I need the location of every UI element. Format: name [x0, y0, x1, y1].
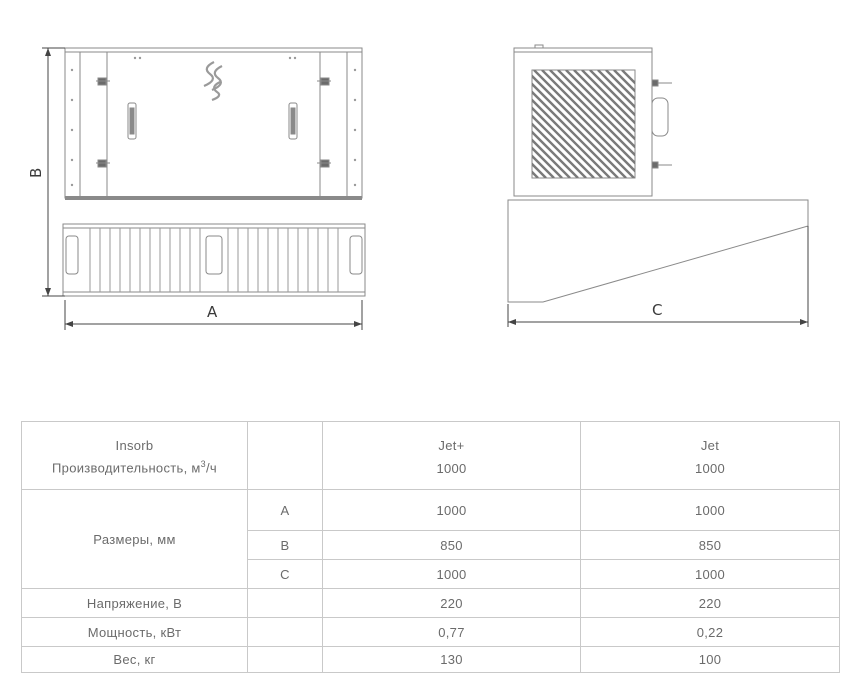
dim-label-c: C: [652, 301, 663, 319]
latch-bottom-right: [317, 160, 331, 167]
table-row: [22, 589, 840, 618]
side-view: [430, 45, 808, 327]
model-cell-jet: [581, 422, 840, 490]
front-view: [42, 48, 365, 330]
brand-label: Insorb: [115, 437, 154, 453]
dim-cell: A: [248, 490, 323, 531]
value-cell: 850: [323, 531, 581, 560]
spec-table: [21, 421, 840, 673]
side-latch-bottom: [652, 162, 672, 168]
value-cell: 850: [581, 531, 840, 560]
header-blank-cell: [248, 422, 323, 490]
table-row: [22, 618, 840, 647]
row-label: Напряжение, В: [22, 589, 248, 618]
performance-value: 1000: [694, 460, 726, 476]
row-label: Мощность, кВт: [22, 618, 248, 647]
model-name: Jet+: [438, 437, 465, 453]
header-label-cell: [22, 422, 248, 490]
blank-cell: [248, 618, 323, 647]
front-housing: [65, 48, 362, 198]
value-cell: 1000: [323, 490, 581, 531]
table-row: [22, 490, 840, 531]
louvre-slats: [90, 228, 338, 292]
table-row: [22, 647, 840, 673]
performance-label: Производительность, $м^3/ч$: [52, 459, 217, 476]
dim-cell: C: [248, 560, 323, 589]
handle-right: [289, 103, 297, 139]
performance-value: 1000: [436, 460, 467, 476]
table-header-row: [22, 422, 840, 490]
value-cell: 1000: [581, 490, 840, 531]
value-cell: 0,77: [323, 618, 581, 647]
dim-label-b: B: [27, 167, 45, 178]
latch-top-right: [317, 78, 331, 85]
value-cell: 130: [323, 647, 581, 673]
logo-flame-icon: [204, 62, 222, 100]
handle-left: [128, 103, 136, 139]
model-cell-jet-plus: [323, 422, 581, 490]
blank-cell: [248, 647, 323, 673]
value-cell: 1000: [581, 560, 840, 589]
side-hood-body: [508, 200, 808, 302]
front-louvre-panel: [63, 224, 365, 296]
value-cell: 1000: [323, 560, 581, 589]
value-cell: 0,22: [581, 618, 840, 647]
value-cell: 220: [581, 589, 840, 618]
dim-cell: B: [248, 531, 323, 560]
model-name: Jet: [700, 437, 720, 453]
latch-top-left: [96, 78, 110, 85]
value-cell: 220: [323, 589, 581, 618]
side-handle: [652, 98, 668, 136]
row-label: Вес, кг: [22, 647, 248, 673]
latch-bottom-left: [96, 160, 110, 167]
blank-cell: [248, 589, 323, 618]
value-cell: 100: [581, 647, 840, 673]
dim-label-a: A: [207, 303, 218, 321]
side-latch-top: [652, 80, 672, 86]
size-label: Размеры, мм: [22, 490, 248, 589]
